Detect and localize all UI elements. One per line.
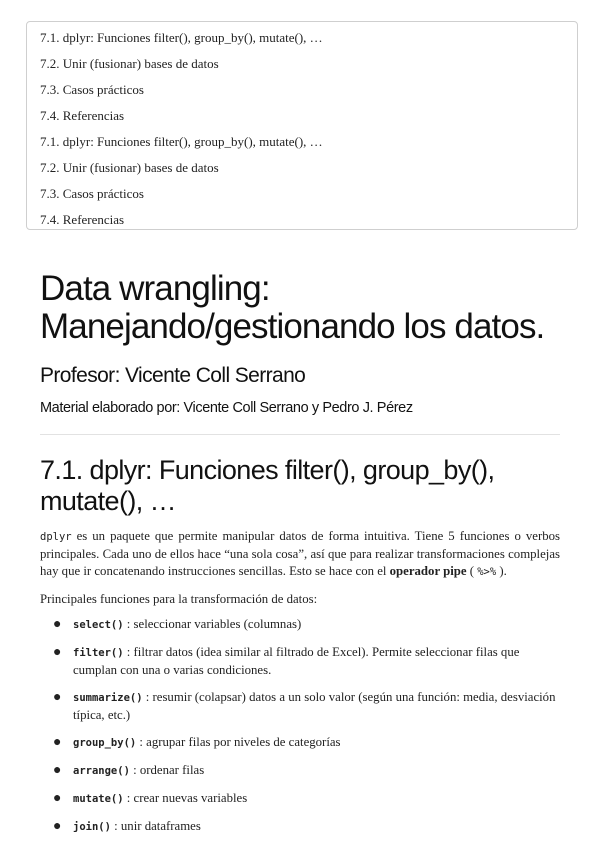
function-name: filter() xyxy=(73,647,124,659)
inline-code-dplyr: dplyr xyxy=(40,531,72,543)
function-desc: : resumir (colapsar) datos a un solo valor (según una función: media, desviación típica, etc.) xyxy=(73,690,556,722)
pipe-open: ( xyxy=(466,564,478,578)
bullet-icon: ● xyxy=(53,791,62,806)
bullet-icon: ● xyxy=(53,645,62,660)
function-name: group_by() xyxy=(73,737,137,749)
pipe-operator-label: operador pipe xyxy=(389,564,467,578)
function-name: arrange() xyxy=(73,765,130,777)
toc-item[interactable]: 7.2. Unir (fusionar) bases de datos xyxy=(40,56,219,71)
list-item xyxy=(40,734,560,752)
list-item xyxy=(40,644,560,679)
toc-item[interactable]: 7.2. Unir (fusionar) bases de datos xyxy=(40,160,219,175)
toc-item[interactable]: 7.3. Casos prácticos xyxy=(40,82,144,97)
toc-item[interactable]: 7.4. Referencias xyxy=(40,108,125,123)
function-desc: : unir dataframes xyxy=(110,819,201,833)
table-of-contents xyxy=(26,21,578,230)
bullet-icon: ● xyxy=(53,735,62,750)
bullet-icon: ● xyxy=(53,690,62,705)
toc-item[interactable]: 7.1. dplyr: Funciones filter(), group_by(), mutate(), … xyxy=(40,134,323,149)
inline-code-pipe: %>% xyxy=(477,566,497,578)
bullet-icon: ● xyxy=(53,617,62,632)
function-desc: : filtrar datos (idea similar al filtrado de Excel). Permite seleccionar filas que cumplan con una o varias condiciones. xyxy=(73,645,520,677)
functions-list xyxy=(40,616,560,836)
toc-item[interactable]: 7.1. dplyr: Funciones filter(), group_by(), mutate(), … xyxy=(40,30,323,45)
divider xyxy=(40,434,560,435)
list-item xyxy=(40,818,560,836)
function-desc: : agrupar filas por niveles de categorías xyxy=(136,735,341,749)
function-desc: : ordenar filas xyxy=(129,763,205,777)
function-name: select() xyxy=(73,619,124,631)
professor-line: Profesor: Vicente Coll Serrano xyxy=(40,364,306,387)
toc-item[interactable]: 7.3. Casos prácticos xyxy=(40,186,144,201)
function-name: mutate() xyxy=(73,793,124,805)
pipe-close: ). xyxy=(496,564,507,578)
function-name: summarize() xyxy=(73,692,143,704)
function-name: join() xyxy=(73,821,111,833)
list-item xyxy=(40,689,560,724)
section-heading: 7.1. dplyr: Funciones filter(), group_by(), mutate(), … xyxy=(40,455,495,516)
list-item xyxy=(40,616,560,634)
functions-lead: Principales funciones para la transformación de datos: xyxy=(40,592,318,606)
main-content xyxy=(40,270,560,846)
bullet-icon: ● xyxy=(53,763,62,778)
function-desc: : seleccionar variables (columnas) xyxy=(123,617,302,631)
toc-item[interactable]: 7.4. Referencias xyxy=(40,212,125,227)
list-item xyxy=(40,790,560,808)
bullet-icon: ● xyxy=(53,819,62,834)
authors-line: Material elaborado por: Vicente Coll Serrano y Pedro J. Pérez xyxy=(40,400,413,416)
page-title: Data wrangling: Manejando/gestionando los datos. xyxy=(40,269,545,346)
list-item xyxy=(40,762,560,780)
function-desc: : crear nuevas variables xyxy=(123,791,248,805)
intro-paragraph xyxy=(40,528,560,581)
intro-text: es un paquete que permite manipular datos de forma intuitiva. Tiene 5 funciones o verbos principales. Cada uno de ellos hace “una sola cosa”, así que para realizar transformaciones complejas hay que ir concatenando instrucciones sencillas. Esto se hace con el xyxy=(40,529,560,578)
